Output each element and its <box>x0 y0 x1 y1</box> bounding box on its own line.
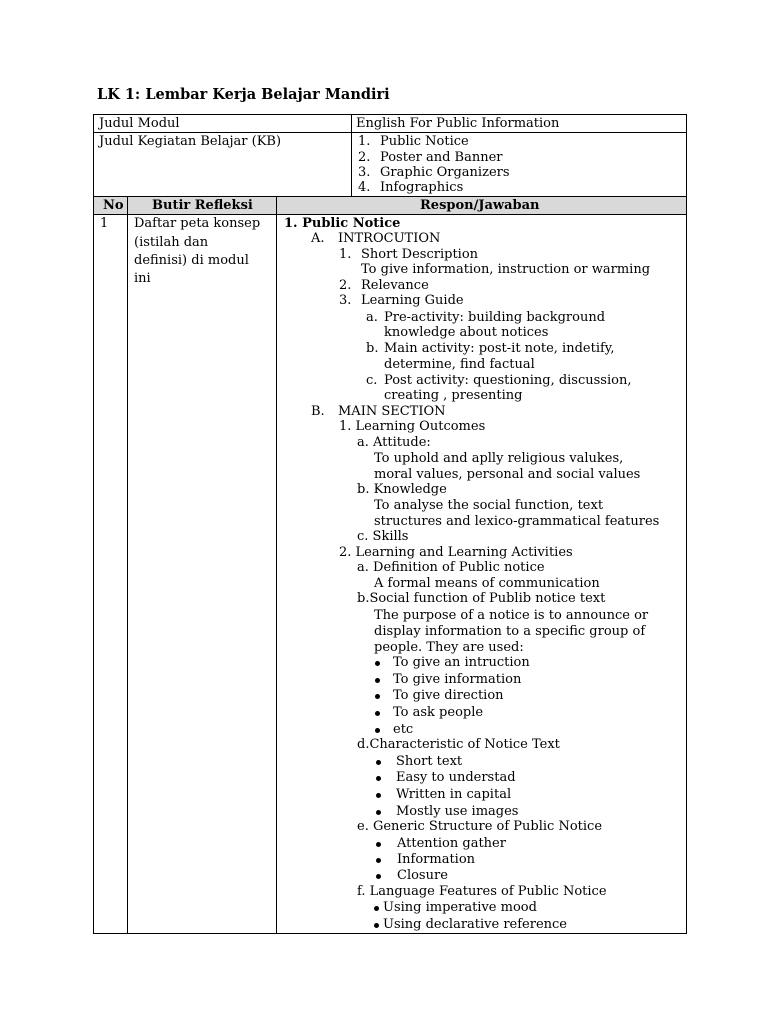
kb-item: Poster and Banner <box>380 150 503 165</box>
intro-item-num: 2. <box>339 278 352 293</box>
page-title: LK 1: Lembar Kerja Belajar Mandiri <box>97 86 390 103</box>
butir-text: definisi) di modul <box>134 253 249 268</box>
bullet-icon <box>375 711 380 716</box>
row-number: 1 <box>100 216 109 231</box>
guide-letter: a. <box>366 310 378 325</box>
guide-text: Post activity: questioning, discussion, <box>384 373 632 388</box>
outcome-text: To uphold and aplly religious valukes, <box>374 451 624 466</box>
intro-item-desc: To give information, instruction or warming <box>361 262 651 277</box>
guide-text: Pre-activity: building background <box>384 310 606 325</box>
guide-text: Main activity: post-it note, indetify, <box>384 341 615 356</box>
kb-item-num: 1. <box>358 134 371 149</box>
guide-text: determine, find factual <box>384 357 535 372</box>
activity-text: A formal means of communication <box>374 576 600 591</box>
header-butir: Butir Refleksi <box>152 198 253 213</box>
bullet-icon <box>376 874 381 879</box>
outcome-attitude: a. Attitude: <box>357 435 431 450</box>
section-a-title: INTROCUTION <box>338 231 441 246</box>
bullet-icon <box>375 678 380 683</box>
structure-bullet: Closure <box>397 868 448 883</box>
intro-item-title: Short Description <box>361 247 479 262</box>
bullet-icon <box>376 858 381 863</box>
intro-item-title: Relevance <box>361 278 429 293</box>
outcomes-title: 1. Learning Outcomes <box>339 419 486 434</box>
header-respon: Respon/Jawaban <box>420 198 540 213</box>
response-heading: 1. Public Notice <box>284 216 401 231</box>
butir-text: Daftar peta konsep <box>134 216 261 231</box>
bullet-icon <box>376 810 381 815</box>
section-a-label: A. <box>311 231 325 246</box>
outcome-text: moral values, personal and social values <box>374 467 641 482</box>
activity-text: people. They are used: <box>374 640 524 655</box>
outcome-text: structures and lexico-grammatical features <box>374 514 660 529</box>
col-divider-1 <box>127 196 128 934</box>
guide-letter: b. <box>366 341 379 356</box>
section-b-title: MAIN SECTION <box>338 404 446 419</box>
kb-item: Infographics <box>380 180 464 195</box>
activity-language-features: f. Language Features of Public Notice <box>357 884 607 899</box>
bullet-icon <box>375 728 380 733</box>
bullet-icon <box>376 793 381 798</box>
kb-item-num: 4. <box>358 180 371 195</box>
characteristic-bullet: Mostly use images <box>396 804 519 819</box>
header-no: No <box>103 198 124 213</box>
kb-item-num: 2. <box>358 150 371 165</box>
info-table-divider <box>351 114 352 197</box>
intro-item-num: 1. <box>339 247 352 262</box>
structure-bullet: Information <box>397 852 476 867</box>
feature-bullet: Using declarative reference <box>383 917 567 932</box>
bullet-icon <box>376 842 381 847</box>
activity-text: display information to a specific group of <box>374 624 646 639</box>
bullet-icon <box>375 694 380 699</box>
activity-text: The purpose of a notice is to announce or <box>374 608 649 623</box>
activity-social-function: b.Social function of Publib notice text <box>357 591 606 606</box>
section-b-label: B. <box>311 404 325 419</box>
outcome-text: To analyse the social function, text <box>374 498 604 513</box>
guide-text: creating , presenting <box>384 388 523 403</box>
characteristic-bullet: Written in capital <box>396 787 512 802</box>
kb-label: Judul Kegiatan Belajar (KB) <box>99 134 282 149</box>
characteristic-bullet: Easy to understad <box>396 770 516 785</box>
kb-item: Public Notice <box>380 134 469 149</box>
butir-text: (istilah dan <box>134 235 209 250</box>
intro-item-title: Learning Guide <box>361 293 464 308</box>
bullet-icon <box>374 923 379 928</box>
bullet-icon <box>376 760 381 765</box>
bullet-icon <box>376 776 381 781</box>
butir-text: ini <box>134 271 151 286</box>
function-bullet: To give direction <box>393 688 504 703</box>
bullet-icon <box>374 906 379 911</box>
structure-bullet: Attention gather <box>397 836 506 851</box>
module-value: English For Public Information <box>356 116 560 131</box>
function-bullet: To give information <box>393 672 522 687</box>
header-rule <box>93 214 687 215</box>
characteristic-bullet: Short text <box>396 754 463 769</box>
outcome-knowledge: b. Knowledge <box>357 482 447 497</box>
outcome-skills: c. Skills <box>357 529 409 544</box>
activities-title: 2. Learning and Learning Activities <box>339 545 573 560</box>
info-table-rule <box>93 132 687 133</box>
activity-definition: a. Definition of Public notice <box>357 560 545 575</box>
guide-text: knowledge about notices <box>384 325 549 340</box>
kb-item: Graphic Organizers <box>380 165 510 180</box>
activity-characteristic: d.Characteristic of Notice Text <box>357 737 560 752</box>
function-bullet: etc <box>393 722 414 737</box>
col-divider-2 <box>276 196 277 934</box>
feature-bullet: Using imperative mood <box>383 900 537 915</box>
guide-letter: c. <box>366 373 378 388</box>
bullet-icon <box>375 661 380 666</box>
kb-item-num: 3. <box>358 165 371 180</box>
activity-generic-structure: e. Generic Structure of Public Notice <box>357 819 603 834</box>
function-bullet: To give an intruction <box>393 655 530 670</box>
intro-item-num: 3. <box>339 293 352 308</box>
module-label: Judul Modul <box>99 116 180 131</box>
function-bullet: To ask people <box>393 705 484 720</box>
